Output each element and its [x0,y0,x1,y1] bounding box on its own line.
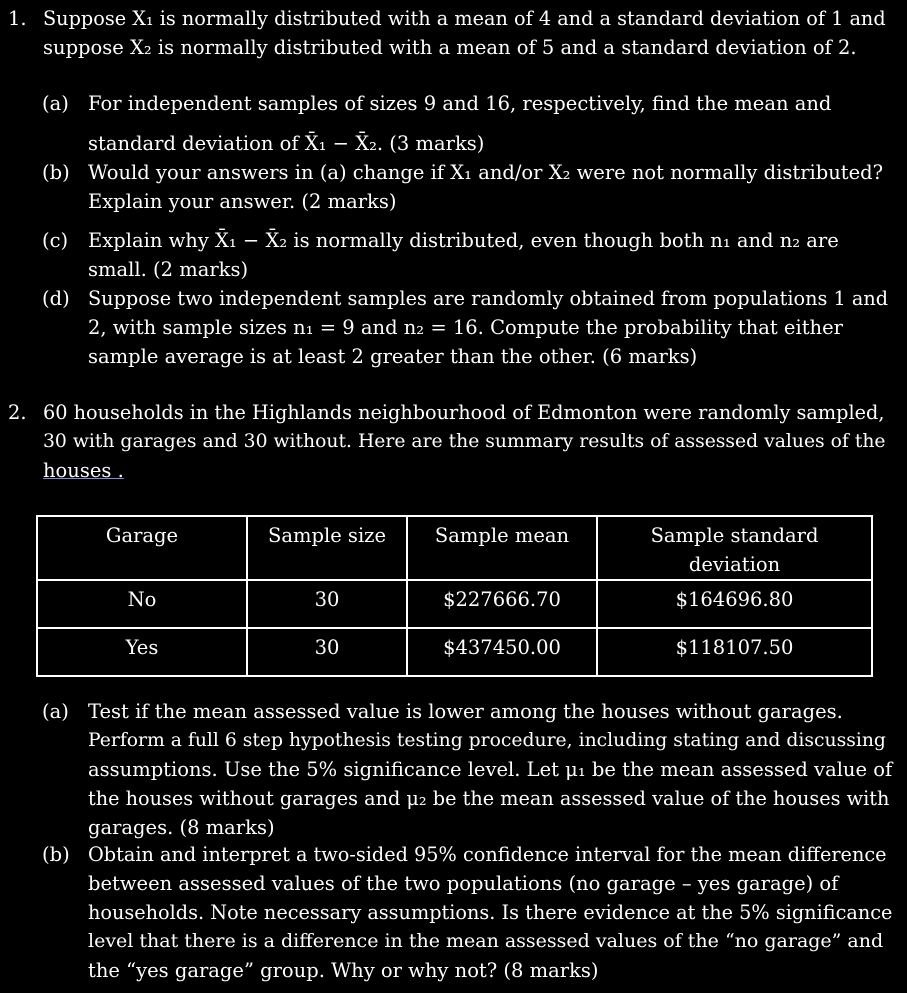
question-1b-line-1: Would your answers in (a) change if X₁ and/or X₂ were not normally distributed? [88,161,884,184]
question-1-text [43,4,893,62]
header-garage: Garage [37,516,247,580]
summary-table [36,515,873,677]
question-1d-line-1: Suppose two independent samples are randomly obtained from populations 1 and [88,287,889,310]
question-1a-label: (a) [42,92,69,115]
question-2-line-1: 60 households in the Highlands neighbourhood of Edmonton were randomly sampled, [43,401,885,424]
question-2-text [43,398,893,485]
question-2b-line-4: level that there is a difference in the mean assessed values of the “no garage” and [88,930,884,952]
question-1d-line-3: sample average is at least 2 greater than the other. (6 marks) [88,345,698,368]
question-1a-line-2: standard deviation of X̄₁ − X̄₂. (3 marks) [88,132,485,155]
question-2b-label: (b) [42,843,70,866]
question-1b-label: (b) [42,161,70,184]
question-2-line-3: houses . [43,459,124,482]
question-2a-line-3: assumptions. Use the 5% significance level. Let μ₁ be the mean assessed value of [88,758,893,781]
question-2a-text [88,697,893,842]
cell-mean-no: $227666.70 [407,580,597,628]
question-1b-line-2: Explain your answer. (2 marks) [88,190,397,213]
question-2-number: 2. [8,401,27,424]
question-1-number: 1. [8,7,27,30]
question-2a-line-1: Test if the mean assessed value is lower among the houses without garages. [88,700,843,723]
question-1a-line-1: For independent samples of sizes 9 and 16, respectively, find the mean and [88,92,832,115]
question-2a-line-4: the houses without garages and μ₂ be the mean assessed value of the houses with [88,787,890,810]
question-1c-line-1: Explain why X̄₁ − X̄₂ is normally distributed, even though both n₁ and n₂ are [88,229,839,252]
question-1-line-2: suppose X₂ is normally distributed with a mean of 5 and a standard deviation of 2. [43,36,857,59]
question-2a-line-5: garages. (8 marks) [88,816,275,839]
question-1c-label: (c) [42,229,69,252]
cell-garage-yes: Yes [37,628,247,676]
question-2b-line-2: between assessed values of the two populations (no garage – yes garage) of [88,872,839,895]
table-row [37,628,872,676]
question-1c-text [88,226,893,284]
question-2b-line-3: households. Note necessary assumptions. Is there evidence at the 5% significance [88,901,893,924]
cell-size-yes: 30 [247,628,407,676]
header-sample-sd: Sample standard deviation [597,516,872,580]
cell-sd-no: $164696.80 [597,580,872,628]
cell-mean-yes: $437450.00 [407,628,597,676]
table-header-row [37,516,872,580]
header-sample-size: Sample size [247,516,407,580]
question-1a-text [88,89,893,158]
question-1d-text [88,284,893,371]
question-1d-line-2: 2, with sample sizes n₁ = 9 and n₂ = 16. Compute the probability that either [88,316,843,339]
cell-sd-yes: $118107.50 [597,628,872,676]
header-sample-mean: Sample mean [407,516,597,580]
question-2b-text [88,840,893,985]
question-2b-line-1: Obtain and interpret a two-sided 95% confidence interval for the mean difference [88,843,887,866]
question-1d-label: (d) [42,287,70,310]
question-1-line-1: Suppose X₁ is normally distributed with a mean of 4 and a standard deviation of 1 and [43,7,886,30]
question-2-line-2: 30 with garages and 30 without. Here are the summary results of assessed values of the [43,431,886,452]
table-row [37,580,872,628]
question-1b-text [88,158,893,216]
question-2b-line-5: the “yes garage” group. Why or why not? (8 marks) [88,959,599,982]
question-2a-label: (a) [42,700,69,723]
cell-garage-no: No [37,580,247,628]
cell-size-no: 30 [247,580,407,628]
question-2a-line-2: Perform a full 6 step hypothesis testing procedure, including stating and discussing [88,730,886,751]
question-1c-line-2: small. (2 marks) [88,258,249,281]
